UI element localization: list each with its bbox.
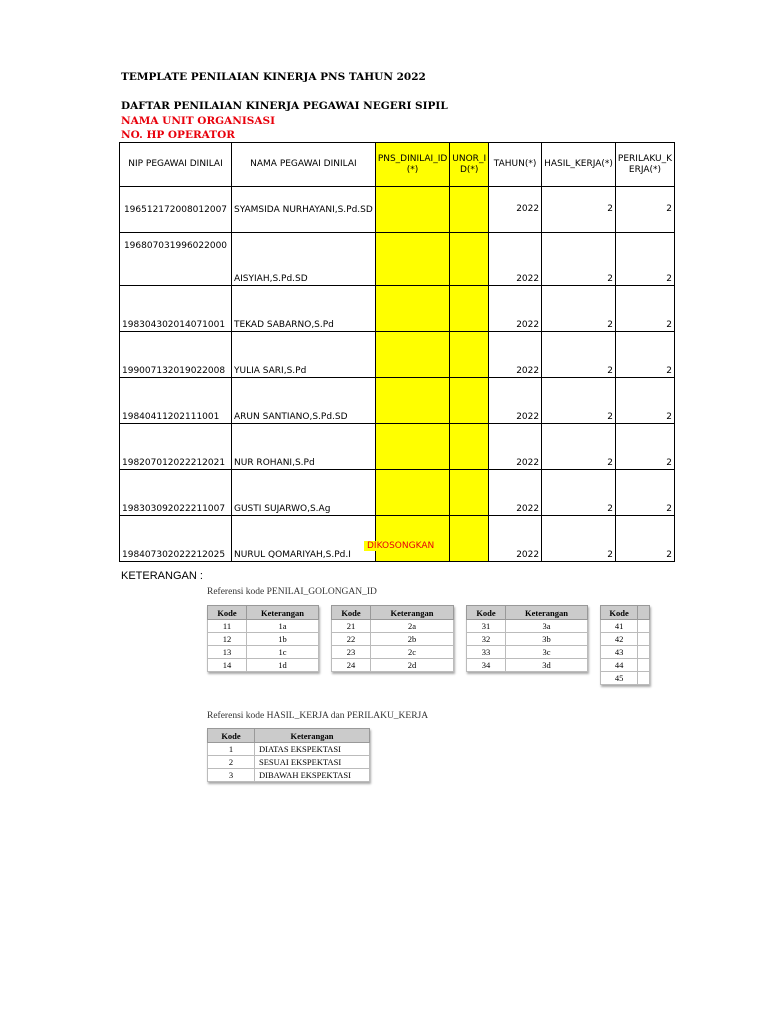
ref-ket: 2a (371, 620, 454, 633)
ref-row (601, 620, 650, 633)
ref-ket: 3d (506, 659, 588, 672)
ref-kode: 21 (332, 620, 371, 633)
hasil-kerja-cell[interactable]: 2 (542, 516, 616, 562)
table-row (120, 378, 675, 424)
ref-col-kode: Kode (208, 729, 255, 743)
penilaian-table (119, 142, 675, 562)
ref-kode: 33 (467, 646, 506, 659)
ref-ket: 3c (506, 646, 588, 659)
ref-kode: 22 (332, 633, 371, 646)
ref-kode: 41 (601, 620, 638, 633)
ref-row (208, 659, 319, 672)
nama-cell[interactable]: NUR ROHANI,S.Pd (232, 424, 376, 470)
perilaku-kerja-cell[interactable]: 2 (615, 332, 674, 378)
ref-ket: 3b (506, 633, 588, 646)
ref-ket: 1c (247, 646, 319, 659)
ref-kode: 2 (208, 756, 255, 769)
ref-golongan-table-3 (466, 605, 588, 672)
ref-row (332, 659, 454, 672)
tahun-cell[interactable]: 2022 (489, 470, 542, 516)
ref-row (208, 743, 370, 756)
nip-cell[interactable]: 196512172008012007 (120, 187, 232, 233)
nip-cell[interactable]: 199007132019022008 (120, 332, 232, 378)
hasil-kerja-cell[interactable]: 2 (542, 187, 616, 233)
nip-cell[interactable]: 19840411202111001 (120, 378, 232, 424)
pns-dinilai-id-cell[interactable] (375, 332, 449, 378)
unor-id-cell[interactable] (450, 332, 489, 378)
ref-golongan-table-4 (600, 605, 650, 685)
col-header-perilaku-kerja: PERILAKU_K ERJA(*) (615, 143, 674, 187)
perilaku-kerja-cell[interactable]: 2 (615, 424, 674, 470)
ref-row (467, 646, 588, 659)
unor-id-cell[interactable] (450, 516, 489, 562)
nama-cell[interactable]: SYAMSIDA NURHAYANI,S.Pd.SD (232, 187, 376, 233)
unor-id-cell[interactable] (450, 233, 489, 286)
ref-kode: 34 (467, 659, 506, 672)
ref-row (601, 672, 650, 685)
perilaku-kerja-cell[interactable]: 2 (615, 233, 674, 286)
col-header-nama: NAMA PEGAWAI DINILAI (232, 143, 376, 187)
ref-kode: 23 (332, 646, 371, 659)
unor-id-cell[interactable] (450, 470, 489, 516)
ref-row (208, 756, 370, 769)
nip-cell[interactable]: 198207012022212021 (120, 424, 232, 470)
pns-dinilai-id-cell[interactable] (375, 187, 449, 233)
ref-kode: 45 (601, 672, 638, 685)
perilaku-kerja-cell[interactable]: 2 (615, 470, 674, 516)
nip-cell[interactable]: 196807031996022000 (120, 233, 232, 286)
ref-ket: 1b (247, 633, 319, 646)
tahun-cell[interactable]: 2022 (489, 187, 542, 233)
col-header-tahun: TAHUN(*) (489, 143, 542, 187)
perilaku-kerja-cell[interactable]: 2 (615, 378, 674, 424)
table-header-row (120, 143, 675, 187)
tahun-cell[interactable]: 2022 (489, 286, 542, 332)
ref-kode: 43 (601, 646, 638, 659)
ref-col-keterangan: Keterangan (255, 729, 370, 743)
pns-dinilai-id-cell[interactable] (375, 424, 449, 470)
pns-dinilai-id-cell[interactable] (375, 233, 449, 286)
perilaku-kerja-cell[interactable]: 2 (615, 187, 674, 233)
unor-id-cell[interactable] (450, 378, 489, 424)
ref-kode: 42 (601, 633, 638, 646)
ref-row (467, 659, 588, 672)
ref-hasil-kerja-title: Referensi kode HASIL_KERJA dan PERILAKU_KERJA (207, 711, 429, 721)
ref-kode: 14 (208, 659, 247, 672)
ref-golongan-title: Referensi kode PENILAI_GOLONGAN_ID (207, 587, 377, 597)
pns-dinilai-id-cell[interactable] (375, 378, 449, 424)
unor-id-cell[interactable] (450, 187, 489, 233)
ref-ket: DIATAS EKSPEKTASI (255, 743, 370, 756)
ref-kode: 32 (467, 633, 506, 646)
hasil-kerja-cell[interactable]: 2 (542, 332, 616, 378)
ref-kode: 1 (208, 743, 255, 756)
ref-col-kode: Kode (208, 606, 247, 620)
nama-cell[interactable]: NURUL QOMARIYAH,S.Pd.I (232, 516, 376, 562)
ref-kode: 44 (601, 659, 638, 672)
col-header-unor-id: UNOR_I D(*) (450, 143, 489, 187)
ref-col-kode: Kode (467, 606, 506, 620)
document-title: TEMPLATE PENILAIAN KINERJA PNS TAHUN 2022 (121, 71, 426, 83)
ref-col-kode: Kode (601, 606, 638, 620)
pns-dinilai-id-cell[interactable] (375, 286, 449, 332)
ref-ket: 2c (371, 646, 454, 659)
ref-row (208, 769, 370, 782)
tahun-cell[interactable]: 2022 (489, 233, 542, 286)
ref-golongan-table-1 (207, 605, 319, 672)
ref-col-keterangan: Keterangan (371, 606, 454, 620)
ref-golongan-table-2 (331, 605, 454, 672)
ref-row (601, 646, 650, 659)
ref-kode: 24 (332, 659, 371, 672)
ref-row (208, 620, 319, 633)
ref-row (332, 633, 454, 646)
table-row (120, 516, 675, 562)
ref-ket: 3a (506, 620, 588, 633)
tahun-cell[interactable]: 2022 (489, 516, 542, 562)
ref-ket: 1d (247, 659, 319, 672)
col-header-hasil-kerja: HASIL_KERJA(*) (542, 143, 616, 187)
unor-id-cell[interactable] (450, 286, 489, 332)
table-row (120, 187, 675, 233)
ref-kode: 3 (208, 769, 255, 782)
ref-row (467, 633, 588, 646)
nip-cell[interactable]: 198303092022211007 (120, 470, 232, 516)
hasil-kerja-cell[interactable]: 2 (542, 470, 616, 516)
ref-kode: 11 (208, 620, 247, 633)
perilaku-kerja-cell[interactable]: 2 (615, 286, 674, 332)
operator-phone-label: NO. HP OPERATOR (121, 129, 235, 141)
nama-cell[interactable]: TEKAD SABARNO,S.Pd (232, 286, 376, 332)
table-row (120, 424, 675, 470)
table-row (120, 233, 675, 286)
nama-cell[interactable]: ARUN SANTIANO,S.Pd.SD (232, 378, 376, 424)
ref-row (332, 620, 454, 633)
table-row (120, 470, 675, 516)
hasil-kerja-cell[interactable]: 2 (542, 233, 616, 286)
nama-cell[interactable]: GUSTI SUJARWO,S.Ag (232, 470, 376, 516)
ref-row (467, 620, 588, 633)
hasil-kerja-cell[interactable]: 2 (542, 378, 616, 424)
perilaku-kerja-cell[interactable]: 2 (615, 516, 674, 562)
ref-ket: DIBAWAH EKSPEKTASI (255, 769, 370, 782)
ref-row (208, 633, 319, 646)
ref-hasil-kerja-table (207, 728, 370, 782)
ref-row (332, 646, 454, 659)
nama-cell[interactable]: YULIA SARI,S.Pd (232, 332, 376, 378)
unit-organisasi-label: NAMA UNIT ORGANISASI (121, 115, 276, 127)
dikosongkan-note: DIKOSONGKAN (364, 541, 437, 551)
document-subtitle: DAFTAR PENILAIAN KINERJA PEGAWAI NEGERI SIPIL (121, 100, 448, 112)
ref-row (601, 659, 650, 672)
ref-kode: 12 (208, 633, 247, 646)
ref-row (208, 646, 319, 659)
ref-ket: 1a (247, 620, 319, 633)
table-row (120, 332, 675, 378)
nama-cell[interactable]: AISYIAH,S.Pd.SD (232, 233, 376, 286)
ref-row (601, 633, 650, 646)
nip-cell[interactable]: 198304302014071001 (120, 286, 232, 332)
tahun-cell[interactable]: 2022 (489, 378, 542, 424)
pns-dinilai-id-cell[interactable] (375, 516, 449, 562)
hasil-kerja-cell[interactable]: 2 (542, 286, 616, 332)
tahun-cell[interactable]: 2022 (489, 332, 542, 378)
ref-kode: 13 (208, 646, 247, 659)
ref-col-kode: Kode (332, 606, 371, 620)
keterangan-label: KETERANGAN : (121, 570, 203, 582)
nip-cell[interactable]: 198407302022212025 (120, 516, 232, 562)
hasil-kerja-cell[interactable]: 2 (542, 424, 616, 470)
ref-col-keterangan: Keterangan (506, 606, 588, 620)
ref-ket: 2b (371, 633, 454, 646)
ref-ket: SESUAI EKSPEKTASI (255, 756, 370, 769)
ref-col-keterangan: Keterangan (247, 606, 319, 620)
col-header-nip: NIP PEGAWAI DINILAI (120, 143, 232, 187)
pns-dinilai-id-cell[interactable] (375, 470, 449, 516)
ref-ket: 2d (371, 659, 454, 672)
unor-id-cell[interactable] (450, 424, 489, 470)
col-header-pns-dinilai-id: PNS_DINILAI_ID (*) (375, 143, 449, 187)
table-row (120, 286, 675, 332)
tahun-cell[interactable]: 2022 (489, 424, 542, 470)
ref-kode: 31 (467, 620, 506, 633)
